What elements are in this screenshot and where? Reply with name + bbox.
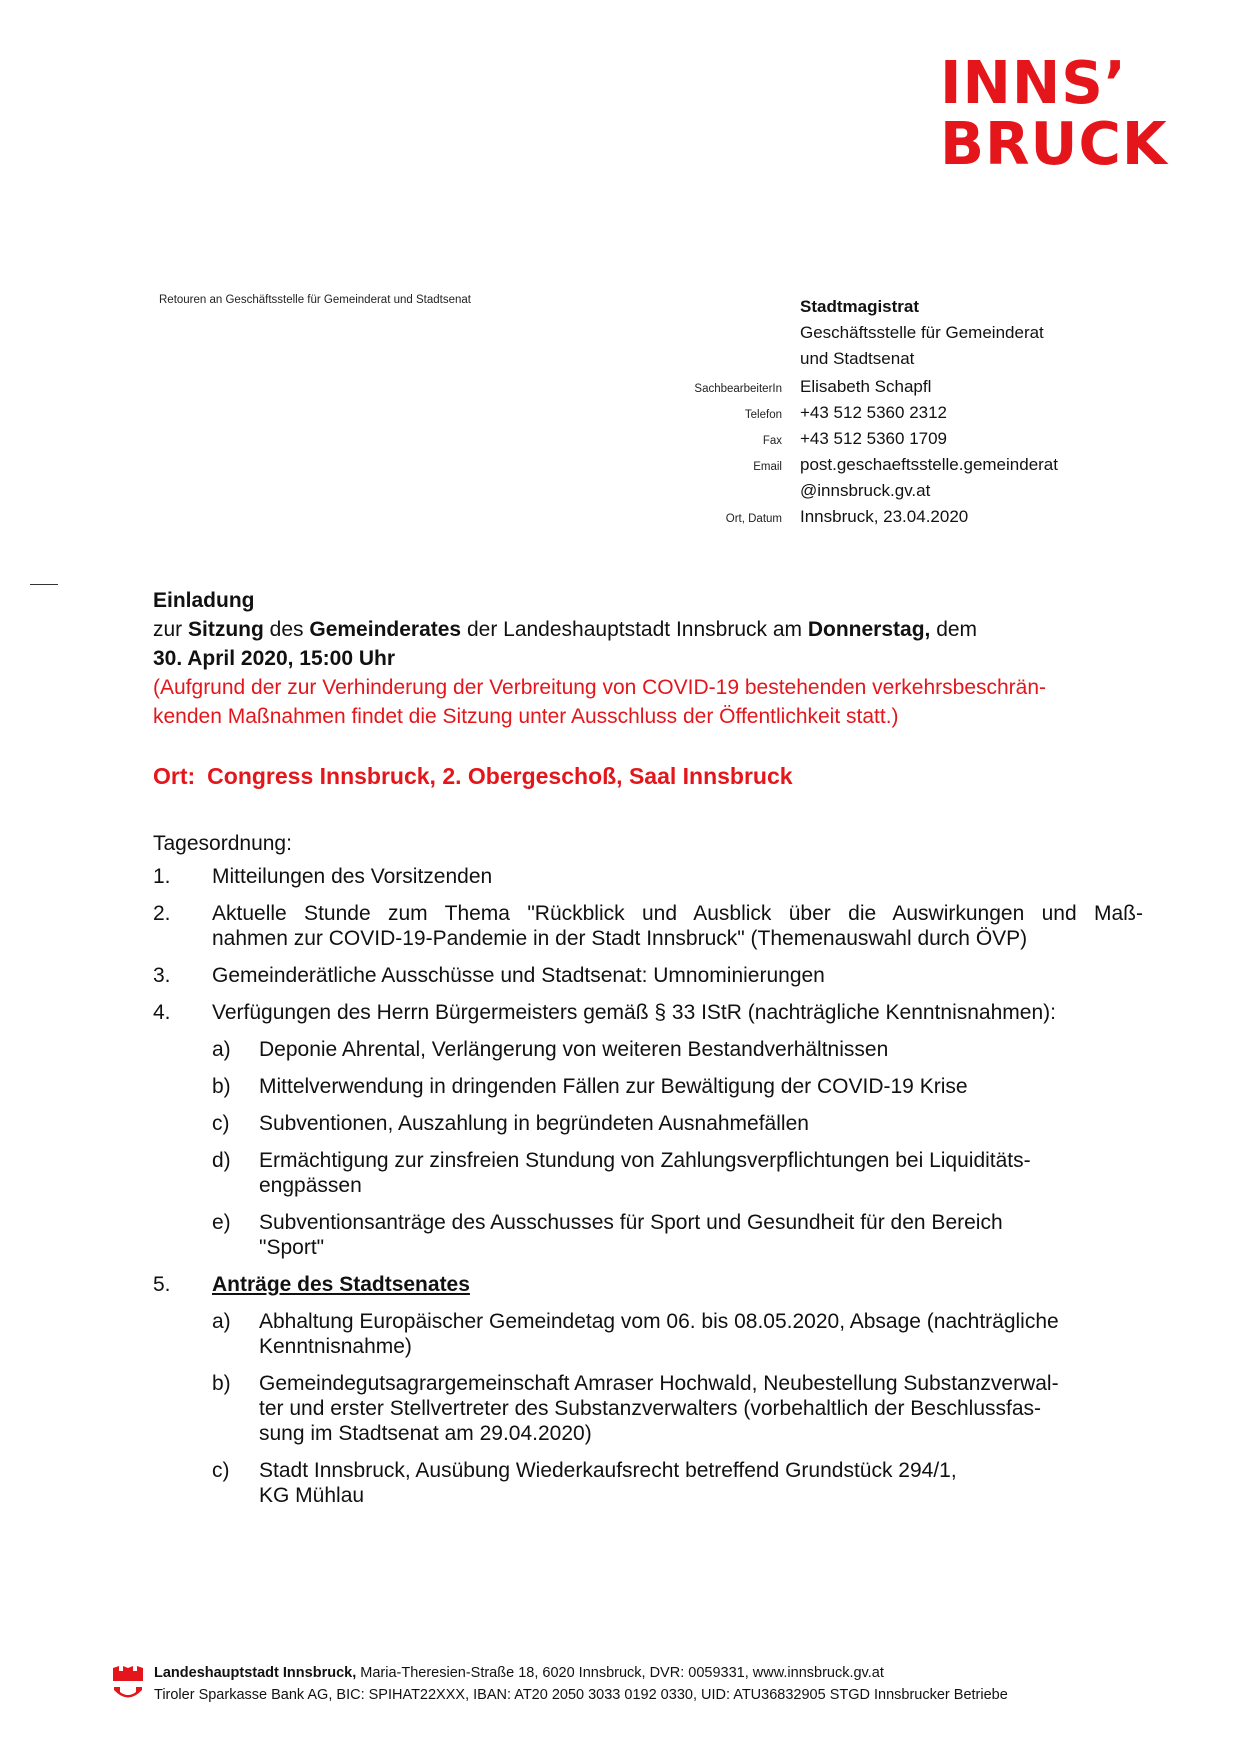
agenda-item-5b: b) Gemeindegutsagrargemeinschaft Amraser Hochwald, Neubestellung Substanzverwal- ter und erster Stellvertreter des Substanzverwalters (vorbehaltlich der Beschlussfas- sung im Stadtsenat am 29.04.2020)	[212, 1372, 1059, 1445]
agenda-item-4b: b) Mittelverwendung in dringenden Fällen zur Bewältigung der COVID-19 Krise	[212, 1075, 968, 1098]
email-value-2[interactable]: @innsbruck.gv.at	[800, 481, 931, 500]
location-label: Ort:	[153, 763, 196, 789]
phone-value: +43 512 5360 2312	[800, 403, 948, 422]
phone-label: Telefon	[744, 409, 782, 421]
agenda-item-5-heading: Anträge des Stadtsenates	[212, 1273, 470, 1296]
agenda-item-5c: c) Stadt Innsbruck, Ausübung Wiederkaufsrecht betreffend Grundstück 294/1, KG Mühlau	[212, 1459, 957, 1507]
meeting-datetime: 30. April 2020, 15:00 Uhr	[153, 647, 396, 670]
city-crest-icon	[112, 1665, 144, 1703]
clerk-value: Elisabeth Schapfl	[800, 377, 932, 396]
agenda-item-5: 5. Anträge des Stadtsenates	[153, 1273, 470, 1296]
sender-block	[640, 294, 1200, 530]
innsbruck-logo	[940, 48, 1190, 178]
footer-address-line: Landeshauptstadt Innsbruck, Maria-Theresien-Straße 18, 6020 Innsbruck, DVR: 0059331, www.innsbruck.gv.at	[154, 1665, 884, 1681]
covid-notice-line-1: (Aufgrund der zur Verhinderung der Verbreitung von COVID-19 bestehenden verkehrsbeschrän-	[153, 676, 1047, 699]
return-address: Retouren an Geschäftsstelle für Gemeinderat und Stadtsenat	[159, 294, 471, 306]
sender-dept-line-2: und Stadtsenat	[800, 349, 915, 368]
agenda-item-4: 4. Verfügungen des Herrn Bürgermeisters gemäß § 33 IStR (nachträgliche Kenntnisnahmen):	[153, 1001, 1056, 1024]
date-label: Ort, Datum	[725, 513, 782, 525]
footer-bank-line: Tiroler Sparkasse Bank AG, BIC: SPIHAT22XXX, IBAN: AT20 2050 3033 0192 0330, UID: ATU36832905 STGD Innsbrucker Betriebe	[154, 1687, 1008, 1703]
covid-notice-line-2: kenden Maßnahmen findet die Sitzung unter Ausschluss der Öffentlichkeit statt.)	[153, 705, 899, 728]
clerk-label: SachbearbeiterIn	[694, 383, 782, 395]
date-value: Innsbruck, 23.04.2020	[800, 507, 969, 526]
logo-line-1: INNS’	[940, 48, 1127, 117]
email-label: Email	[753, 461, 782, 473]
agenda-item-4a: a) Deponie Ahrental, Verlängerung von weiteren Bestandverhältnissen	[212, 1038, 889, 1061]
agenda-item-5a: a) Abhaltung Europäischer Gemeindetag vom 06. bis 08.05.2020, Absage (nachträgliche Kenntnisnahme)	[212, 1310, 1059, 1358]
fax-value: +43 512 5360 1709	[800, 429, 948, 448]
agenda-item-4c: c) Subventionen, Auszahlung in begründeten Ausnahmefällen	[212, 1112, 809, 1135]
location-value: Congress Innsbruck, 2. Obergeschoß, Saal Innsbruck	[207, 763, 793, 789]
invitation-title: Einladung	[153, 589, 255, 612]
sender-dept-line-1: Geschäftsstelle für Gemeinderat	[800, 323, 1044, 342]
sender-org: Stadtmagistrat	[800, 297, 920, 316]
invitation-line: zur Sitzung des Gemeinderates der Landeshauptstadt Innsbruck am Donnerstag, dem	[153, 618, 978, 641]
agenda-item-4d: d) Ermächtigung zur zinsfreien Stundung von Zahlungsverpflichtungen bei Liquiditäts- engpässen	[212, 1149, 1031, 1197]
email-value[interactable]: post.geschaeftsstelle.gemeinderat	[800, 455, 1058, 474]
agenda-item-4e: e) Subventionsanträge des Ausschusses für Sport und Gesundheit für den Bereich "Sport"	[212, 1211, 1003, 1259]
fold-mark	[30, 584, 58, 585]
agenda-item-2: 2. Aktuelle Stunde zum Thema "Rückblick und Ausblick über die Auswirkungen und Maß- nahmen zur COVID-19-Pandemie in der Stadt Innsbruck" (Themenauswahl durch ÖVP)	[153, 902, 1143, 950]
meeting-location	[153, 761, 1143, 791]
letter-body	[153, 586, 1143, 1508]
logo-line-2: BRUCK	[940, 109, 1168, 178]
agenda-item-1: 1. Mitteilungen des Vorsitzenden	[153, 865, 493, 888]
agenda-title: Tagesordnung:	[153, 832, 292, 855]
fax-label: Fax	[762, 435, 782, 447]
agenda-item-3: 3. Gemeinderätliche Ausschüsse und Stadtsenat: Umnominierungen	[153, 964, 825, 987]
